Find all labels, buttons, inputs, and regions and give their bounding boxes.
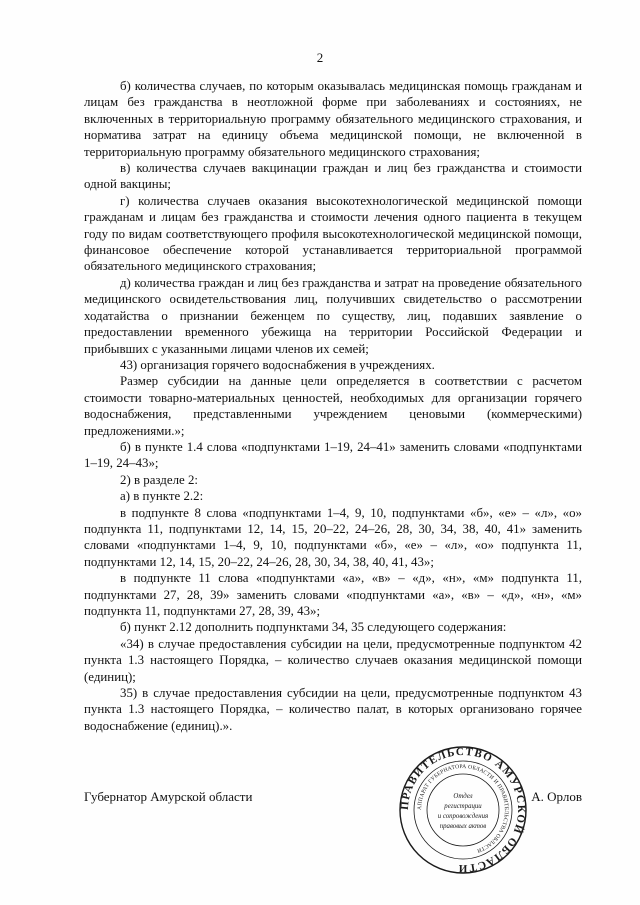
paragraph: в подпункте 11 слова «подпунктами «а», «в» – «д», «н», «м» подпункта 11, подпунктами 27, 28, 39» заменить словами «подпунктами «а», «в» – «д», «н», «м» подпункта 11, подпунктами 27, 28, 39, 43»; (84, 571, 582, 618)
paragraph: 35) в случае предоставления субсидии на цели, предусмотренные подпунктом 43 пункта 1.3 настоящего Порядка, – количество палат, в которых организовано горячее водоснабжение (единиц).». (84, 686, 582, 733)
page-number: 2 (316, 50, 324, 65)
paragraph: «34) в случае предоставления субсидии на цели, предусмотренные подпунктом 42 пункта 1.3 настоящего Порядка, – количество случаев оказания медицинской помощи (единиц); (84, 636, 582, 684)
paragraph: б) количества случаев, по которым оказывалась медицинская помощь гражданам и лицам без гражданства в неотложной форме при заболеваниях и состояниях, не включенных в территориальную программу обязательного медицинского страхования, и норматива затрат на единицу объема медицинской помощи, не включенной в территориальную программу обязательного медицинского страхования; (84, 79, 582, 159)
stamp-inner-line: Отдел (453, 793, 473, 800)
paragraph: б) в пункте 1.4 слова «подпунктами 1–19, 24–41» заменить словами «подпунктами 1–19, 24–43»; (84, 439, 582, 471)
paragraph: г) количества случаев оказания высокотехнологической медицинской помощи гражданам и лицам без гражданства и стоимости лечения одного пациента в текущем году по видам соответствующего профиля высокотехнологической медицинской помощи, финансовое обеспечение которой устанавливается территориальной программой обязательного медицинского страхования; (84, 193, 582, 274)
paragraph: Размер субсидии на данные цели определяется в соответствии с расчетом стоимости товарно-материальных ценностей, необходимых для организации горячего водоснабжения, представленными учреждением ценовыми (коммерческими) предложениями.»; (84, 374, 582, 438)
paragraph: а) в пункте 2.2: (120, 489, 204, 504)
stamp-outer-text: ПРАВИТЕЛЬСТВО АМУРСКОЙ ОБЛАСТИ (398, 745, 528, 875)
paragraph: в подпункте 8 слова «подпунктами 1–4, 9, 10, подпунктами «б», «е» – «л», «о» подпункта 11, подпунктами 12, 14, 15, 20–22, 24–26, 28, 30, 34, 38, 40, 41» заменить словами «подпунктами 1–4, 9, 10, подпунктами «б», «е» – «л», «о» подпункта 11, подпунктами 12, 14, 15, 20–22, 24–26, 28, 30, 34, 38, 40, 41, 43»; (84, 505, 582, 569)
paragraph: 2) в разделе 2: (120, 472, 198, 487)
document-body (84, 78, 582, 734)
official-seal-stamp (398, 745, 528, 875)
paragraph: в) количества случаев вакцинации граждан и лиц без гражданства и стоимости одной вакцины; (84, 161, 582, 192)
stamp-middle-text: АППАРАТ ГУБЕРНАТОРА ОБЛАСТИ И ПРАВИТЕЛЬСТВА ОБЛАСТИ (416, 763, 510, 854)
paragraph: д) количества граждан и лиц без гражданства и затрат на проведение обязательного медицинского освидетельствования лиц, получивших свидетельство о рассмотрении ходатайства о признании беженцем по существу, лиц, подавших заявление о предоставлении временного убежища на территории Российской Федерации и прибывших с указанными лицами членов их семей; (84, 275, 582, 356)
paragraph: 43) организация горячего водоснабжения в учреждениях. (120, 357, 435, 372)
signatory-title: Губернатор Амурской области (84, 789, 253, 804)
stamp-inner-line: и сопровождения (437, 813, 489, 820)
stamp-inner-line: регистрации (444, 803, 482, 810)
signatory-name: А. Орлов (531, 789, 582, 804)
paragraph: б) пункт 2.12 дополнить подпунктами 34, 35 следующего содержания: (120, 620, 507, 635)
stamp-inner-line: правовых актов (439, 823, 487, 830)
